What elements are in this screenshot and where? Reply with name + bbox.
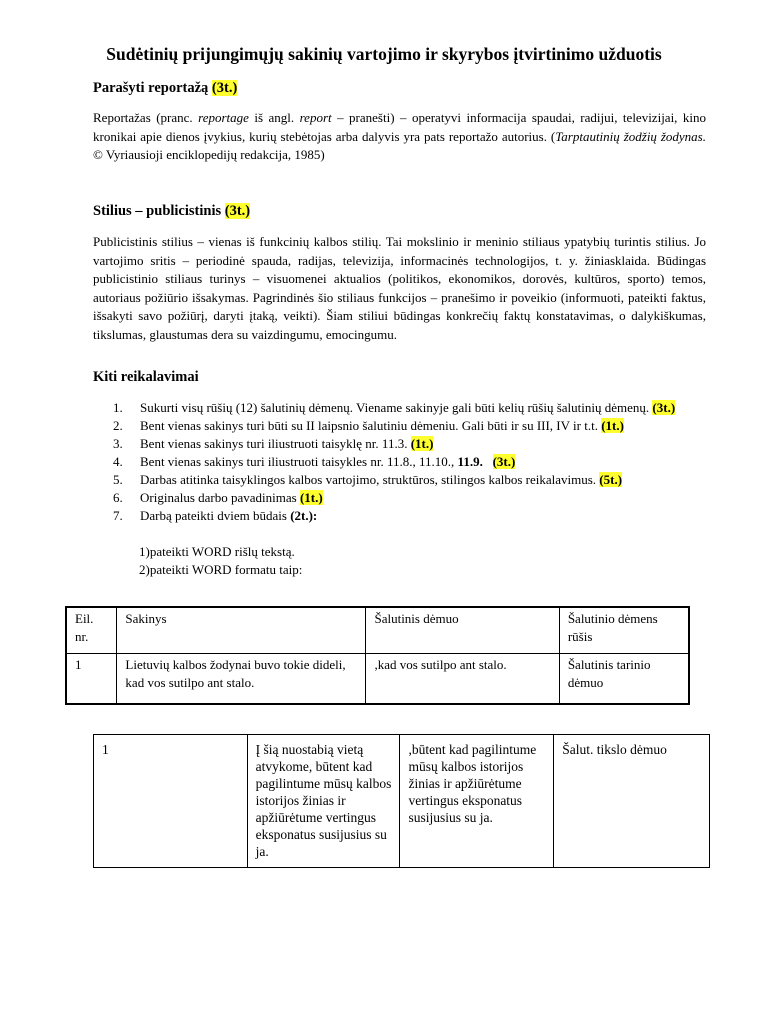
example-table xyxy=(65,606,690,705)
points-badge: (1t.) xyxy=(299,490,323,505)
list-item xyxy=(93,399,713,417)
list-item xyxy=(93,489,713,507)
list-number: 7. xyxy=(113,508,123,523)
text-run: iš angl. xyxy=(248,110,300,125)
report-definition-paragraph xyxy=(93,109,706,165)
table-row xyxy=(94,735,710,868)
list-text: Sukurti visų rūšių (12) šalutinių dėmenų. Viename sakinyje gali būti kelių rūšių šalutinių dėmenų. xyxy=(140,400,653,415)
section-heading-report xyxy=(93,80,237,97)
list-number: 5. xyxy=(113,472,123,487)
points-badge: (1t.) xyxy=(410,436,434,451)
list-text: Darbą pateikti dviem būdais xyxy=(140,508,291,523)
list-item xyxy=(93,507,713,525)
list-item xyxy=(93,417,713,435)
section-heading-style xyxy=(93,203,250,220)
table-cell: Į šią nuostabią vietą atvykome, būtent kad pagilintume mūsų kalbos istorijos žinias ir apžiūrėtume vertingus eksponatus susijusius su ja. xyxy=(247,735,400,868)
points-badge: (3t.) xyxy=(652,400,676,415)
table-cell: Lietuvių kalbos žodynai buvo tokie dideli, kad vos sutilpo ant stalo. xyxy=(117,654,366,705)
italic-term: report xyxy=(299,110,332,125)
table-cell: Šalut. tikslo dėmuo xyxy=(554,735,710,868)
points-badge: (1t.) xyxy=(601,418,624,433)
section-heading-requirements: Kiti reikalavimai xyxy=(93,369,199,385)
list-text: Bent vienas sakinys turi būti su II laipsnio šalutiniu dėmeniu. Gali būti ir su III, IV ir t.t. xyxy=(140,418,602,433)
table-cell: 1 xyxy=(66,654,117,705)
text-run: Reportažas (pranc. xyxy=(93,110,199,125)
italic-term: reportage xyxy=(198,110,249,125)
list-number: 2. xyxy=(113,418,123,433)
submission-option-1: 1)pateikti WORD rišlų tekstą. xyxy=(139,544,295,559)
table-header-row xyxy=(66,607,689,654)
list-text: Originalus darbo pavadinimas xyxy=(140,490,300,505)
table-cell: 1 xyxy=(94,735,248,868)
list-item xyxy=(93,435,713,453)
list-item xyxy=(93,471,713,489)
heading-text: Stilius – publicistinis xyxy=(93,203,222,219)
table-header-cell: Eil. nr. xyxy=(66,607,117,654)
table-cell: ,būtent kad pagilintume mūsų kalbos istorijos žinias ir apžiūrėtume vertingus eksponatus susijusius su ja. xyxy=(400,735,554,868)
example-table-2 xyxy=(93,734,710,868)
list-text: Darbas atitinka taisyklingos kalbos vartojimo, struktūros, stilingos kalbos reikalavimus. xyxy=(140,472,600,487)
requirements-list xyxy=(93,399,713,525)
list-number: 1. xyxy=(113,400,123,415)
list-text: Bent vienas sakinys turi iliustruoti taisyklę nr. 11.3. xyxy=(140,436,411,451)
document-title: Sudėtinių prijungimųjų sakinių vartojimo ir skyrybos įtvirtinimo užduotis xyxy=(106,44,662,64)
bold-points: (2t.): xyxy=(290,508,318,523)
bold-rule: 11.9. xyxy=(457,454,483,469)
list-number: 4. xyxy=(113,454,123,469)
points-badge: (3t.) xyxy=(224,203,251,219)
table-row xyxy=(66,654,689,705)
list-number: 6. xyxy=(113,490,123,505)
text-run: – pranešti) – operatyvi informacija spaudai, radijui, televizijai, kino kronikai apie dienos įvykius, kurių stebėtojas arba dalyvis yra pats reportažo autorius. ( xyxy=(93,110,707,144)
heading-text: Parašyti reportažą xyxy=(93,80,209,96)
list-text: Bent vienas sakinys turi iliustruoti taisykles nr. 11.8., 11.10., xyxy=(140,454,458,469)
table-header-cell: Sakinys xyxy=(117,607,366,654)
list-item xyxy=(93,453,713,471)
italic-source: Tarptautinių žodžių žodynas. xyxy=(555,128,706,144)
submission-option-2: 2)pateikti WORD formatu taip: xyxy=(139,562,303,577)
text-run: © Vyriausioji enciklopedijų redakcija, 1985) xyxy=(93,147,325,162)
points-badge: (3t.) xyxy=(211,80,238,96)
points-badge: (3t.) xyxy=(492,454,516,469)
style-definition-paragraph: Publicistinis stilius – vienas iš funkcinių kalbos stilių. Tai mokslinio ir meninio stiliaus ypatybių turintis stilius. Jo vartojimo sritis – periodinė spauda, radijas, televizija, informacinės technologijos, t. y. žiniasklaida. Būdingas publicistinio stiliaus turinys – visuomenei aktualios (politikos, ekonomikos, dorovės, kultūros, sporto) temos, autoriaus požiūrio išsakymas. Pagrindinės šio stiliaus funkcijos – pranešimo ir poveikio (informuoti, pateikti faktus, išsakyti savo požiūrį, daryti įtaką, veikti). Šiam stiliui būdingas konkrečių faktų konstatavimas, o dalykiškumas, tikslumas, glaustumas dera su vaizdingumu, emocingumu. xyxy=(93,234,706,342)
table-cell: ,kad vos sutilpo ant stalo. xyxy=(366,654,559,705)
list-number: 3. xyxy=(113,436,123,451)
table-header-cell: Šalutinis dėmuo xyxy=(366,607,559,654)
table-cell: Šalutinis tarinio dėmuo xyxy=(559,654,689,705)
points-badge: (5t.) xyxy=(599,472,623,487)
table-header-cell: Šalutinio dėmens rūšis xyxy=(559,607,689,654)
